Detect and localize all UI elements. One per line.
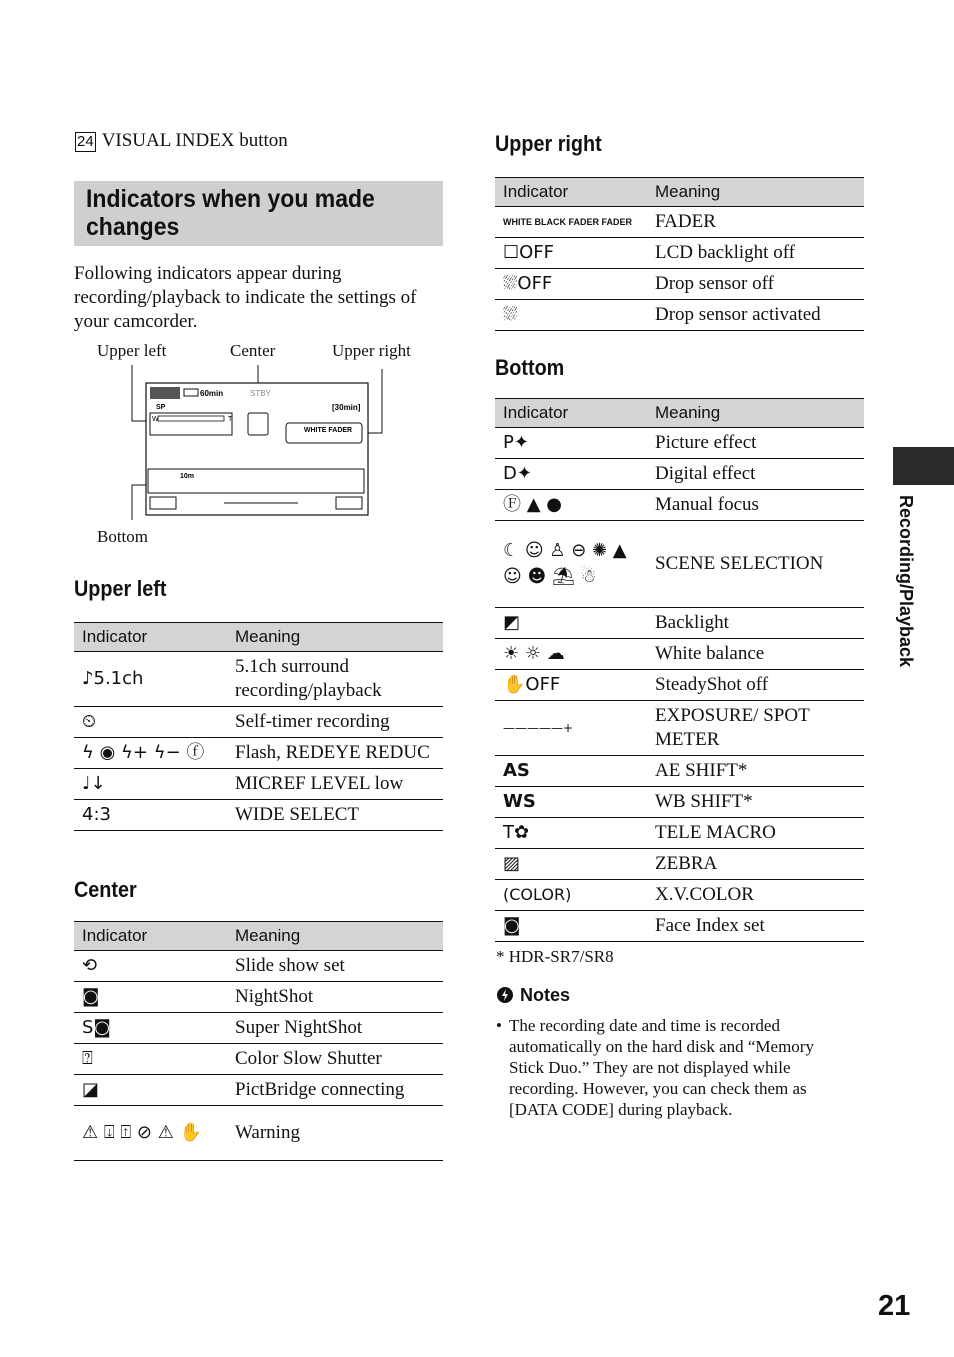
table-row bbox=[74, 982, 443, 1013]
row-meaning: Backlight bbox=[647, 608, 864, 639]
center-heading: Center bbox=[74, 877, 137, 902]
row-meaning: SteadyShot off bbox=[647, 670, 864, 701]
wb-shift-icon: WS bbox=[495, 787, 647, 818]
step-number: 24 bbox=[77, 133, 94, 150]
row-meaning: LCD backlight off bbox=[647, 238, 864, 269]
indicator-header: Indicator bbox=[495, 178, 647, 207]
footnote: * HDR-SR7/SR8 bbox=[496, 947, 614, 966]
notes-heading bbox=[496, 985, 570, 1006]
table-row bbox=[495, 639, 864, 670]
home-button bbox=[150, 387, 180, 399]
manual-focus-icon: Ⓕ ▲ ● bbox=[495, 490, 647, 521]
warning-icon: ⚠ ⍗ ⍐ ⊘ ⚠ ✋ bbox=[74, 1106, 227, 1161]
standby-text: STBY bbox=[250, 389, 271, 398]
table-row bbox=[74, 1106, 443, 1161]
diagram-label-bottom: Bottom bbox=[97, 527, 149, 546]
table-row bbox=[74, 1044, 443, 1075]
row-meaning: ZEBRA bbox=[647, 849, 864, 880]
exposure-icon: —————+ bbox=[495, 701, 647, 756]
picture-effect-icon: P✦ bbox=[495, 428, 647, 459]
row-meaning: Warning bbox=[227, 1106, 443, 1161]
self-timer-icon: ⏲ bbox=[74, 707, 227, 738]
tele-macro-icon: T✿ bbox=[495, 818, 647, 849]
zoom-t-text: T bbox=[228, 416, 233, 423]
meaning-header: Meaning bbox=[227, 922, 443, 951]
table-row bbox=[74, 652, 443, 707]
diagram-label-center: Center bbox=[230, 341, 276, 360]
table-row bbox=[74, 769, 443, 800]
table-row bbox=[495, 849, 864, 880]
scene-selection-icon: ☾ ☺ ♙ ⊖ ✺ ▲ ☺ ☻ ⛱ ☃ bbox=[495, 521, 647, 608]
side-tab-label bbox=[895, 495, 919, 670]
battery-text: 60min bbox=[200, 389, 224, 398]
row-meaning: Digital effect bbox=[647, 459, 864, 490]
row-meaning: MICREF LEVEL low bbox=[227, 769, 443, 800]
micref-icon: ♩↓ bbox=[74, 769, 227, 800]
table-row bbox=[495, 490, 864, 521]
table-row bbox=[495, 756, 864, 787]
row-meaning: WB SHIFT* bbox=[647, 787, 864, 818]
backlight-icon: ◩ bbox=[495, 608, 647, 639]
bottom-heading: Bottom bbox=[495, 355, 565, 380]
table-row bbox=[495, 911, 864, 942]
center-table bbox=[74, 921, 443, 1161]
row-meaning: FADER bbox=[647, 207, 864, 238]
steadyshot-off-icon: ✋OFF bbox=[495, 670, 647, 701]
step-text: VISUAL INDEX button bbox=[101, 130, 288, 151]
zebra-icon: ▨ bbox=[495, 849, 647, 880]
row-meaning: Self-timer recording bbox=[227, 707, 443, 738]
table-row bbox=[495, 207, 864, 238]
drop-sensor-off-icon: ⛆OFF bbox=[495, 269, 647, 300]
table-row bbox=[74, 1013, 443, 1044]
row-meaning: WIDE SELECT bbox=[227, 800, 443, 831]
meaning-header: Meaning bbox=[227, 623, 443, 652]
row-meaning: EXPOSURE/ SPOT METER bbox=[647, 701, 864, 756]
row-meaning: SCENE SELECTION bbox=[647, 521, 864, 608]
list-item bbox=[496, 1015, 846, 1120]
white-balance-icon: ☀ ☼ ☁ bbox=[495, 639, 647, 670]
drop-sensor-icon: ⛆ bbox=[495, 300, 647, 331]
upper-right-table bbox=[495, 177, 864, 331]
fader-text: WHITE FADER bbox=[303, 427, 353, 434]
face-index-icon: ◙ bbox=[495, 911, 647, 942]
color-slow-shutter-icon: ⍰ bbox=[74, 1044, 227, 1075]
row-meaning: Super NightShot bbox=[227, 1013, 443, 1044]
row-meaning: White balance bbox=[647, 639, 864, 670]
row-meaning: Picture effect bbox=[647, 428, 864, 459]
table-row bbox=[74, 738, 443, 769]
intro-paragraph: Following indicators appear during recording/playback to indicate the settings of your camcorder. bbox=[74, 263, 417, 332]
lcd-screen-diagram bbox=[128, 365, 388, 520]
table-row bbox=[495, 269, 864, 300]
row-meaning: Color Slow Shutter bbox=[227, 1044, 443, 1075]
meaning-header: Meaning bbox=[647, 178, 864, 207]
table-header bbox=[495, 399, 864, 428]
row-meaning: Manual focus bbox=[647, 490, 864, 521]
row-meaning: Flash, REDEYE REDUC bbox=[227, 738, 443, 769]
slide-show-icon: ⟲ bbox=[74, 951, 227, 982]
page-number: 21 bbox=[878, 1290, 911, 1322]
lcd-backlight-off-icon: ☐OFF bbox=[495, 238, 647, 269]
nightshot-icon: ◙ bbox=[74, 982, 227, 1013]
row-meaning: AE SHIFT* bbox=[647, 756, 864, 787]
row-meaning: 5.1ch surround recording/playback bbox=[227, 652, 443, 707]
table-row bbox=[74, 707, 443, 738]
table-row bbox=[495, 670, 864, 701]
surround-icon: ♪5.1ch bbox=[74, 652, 227, 707]
notes-title: Notes bbox=[520, 985, 571, 1005]
zoom-w-text: W bbox=[152, 416, 159, 423]
table-row bbox=[74, 951, 443, 982]
table-row bbox=[495, 608, 864, 639]
indicator-header: Indicator bbox=[74, 922, 227, 951]
row-meaning: TELE MACRO bbox=[647, 818, 864, 849]
side-tab-text: Recording/Playback bbox=[896, 495, 916, 668]
table-row bbox=[495, 428, 864, 459]
row-meaning: X.V.COLOR bbox=[647, 880, 864, 911]
sp-text: SP bbox=[156, 404, 166, 411]
upper-left-heading: Upper left bbox=[74, 576, 167, 601]
table-row bbox=[495, 238, 864, 269]
notes-list bbox=[496, 1015, 846, 1120]
table-row bbox=[495, 818, 864, 849]
diagram-label-upper-right: Upper right bbox=[332, 341, 411, 360]
row-meaning: Drop sensor off bbox=[647, 269, 864, 300]
table-row bbox=[495, 300, 864, 331]
super-nightshot-icon: S◙ bbox=[74, 1013, 227, 1044]
section-title: Indicators when you made changes bbox=[86, 185, 375, 241]
table-row bbox=[495, 880, 864, 911]
row-meaning: Drop sensor activated bbox=[647, 300, 864, 331]
xv-color-icon: (COLOR) bbox=[495, 880, 647, 911]
table-header bbox=[74, 922, 443, 951]
indicator-header: Indicator bbox=[495, 399, 647, 428]
remaining-text: [30min] bbox=[332, 403, 361, 412]
table-row bbox=[74, 1075, 443, 1106]
table-row bbox=[74, 800, 443, 831]
side-tab-marker bbox=[893, 447, 954, 485]
table-header bbox=[495, 178, 864, 207]
digital-effect-icon: D✦ bbox=[495, 459, 647, 490]
row-meaning: NightShot bbox=[227, 982, 443, 1013]
indicator-header: Indicator bbox=[74, 623, 227, 652]
row-meaning: Slide show set bbox=[227, 951, 443, 982]
notes-icon bbox=[496, 986, 514, 1004]
upper-right-heading: Upper right bbox=[495, 131, 602, 156]
table-header bbox=[74, 623, 443, 652]
row-meaning: PictBridge connecting bbox=[227, 1075, 443, 1106]
bullet: • bbox=[496, 1016, 502, 1035]
table-row bbox=[495, 787, 864, 818]
upper-left-table bbox=[74, 622, 443, 831]
fader-icon: WHITE BLACK FADER FADER bbox=[495, 207, 647, 238]
step-line bbox=[75, 130, 288, 152]
flash-icon: ϟ ◉ ϟ+ ϟ− ⓕ bbox=[74, 738, 227, 769]
section-heading bbox=[74, 181, 443, 246]
wide-select-icon: 4:3 bbox=[74, 800, 227, 831]
meaning-header: Meaning bbox=[647, 399, 864, 428]
table-row bbox=[495, 459, 864, 490]
pictbridge-icon: ◪ bbox=[74, 1075, 227, 1106]
row-meaning: Face Index set bbox=[647, 911, 864, 942]
counter-text: 10m bbox=[180, 473, 195, 480]
table-row bbox=[495, 701, 864, 756]
ae-shift-icon: AS bbox=[495, 756, 647, 787]
note-text: The recording date and time is recorded automatically on the hard disk and “Memory Stick Duo.” They are not displayed while recording. However, you can check them as [DATA CODE] during playback. bbox=[509, 1016, 814, 1119]
bottom-table bbox=[495, 398, 864, 942]
diagram-label-upper-left: Upper left bbox=[97, 341, 167, 360]
table-row bbox=[495, 521, 864, 608]
